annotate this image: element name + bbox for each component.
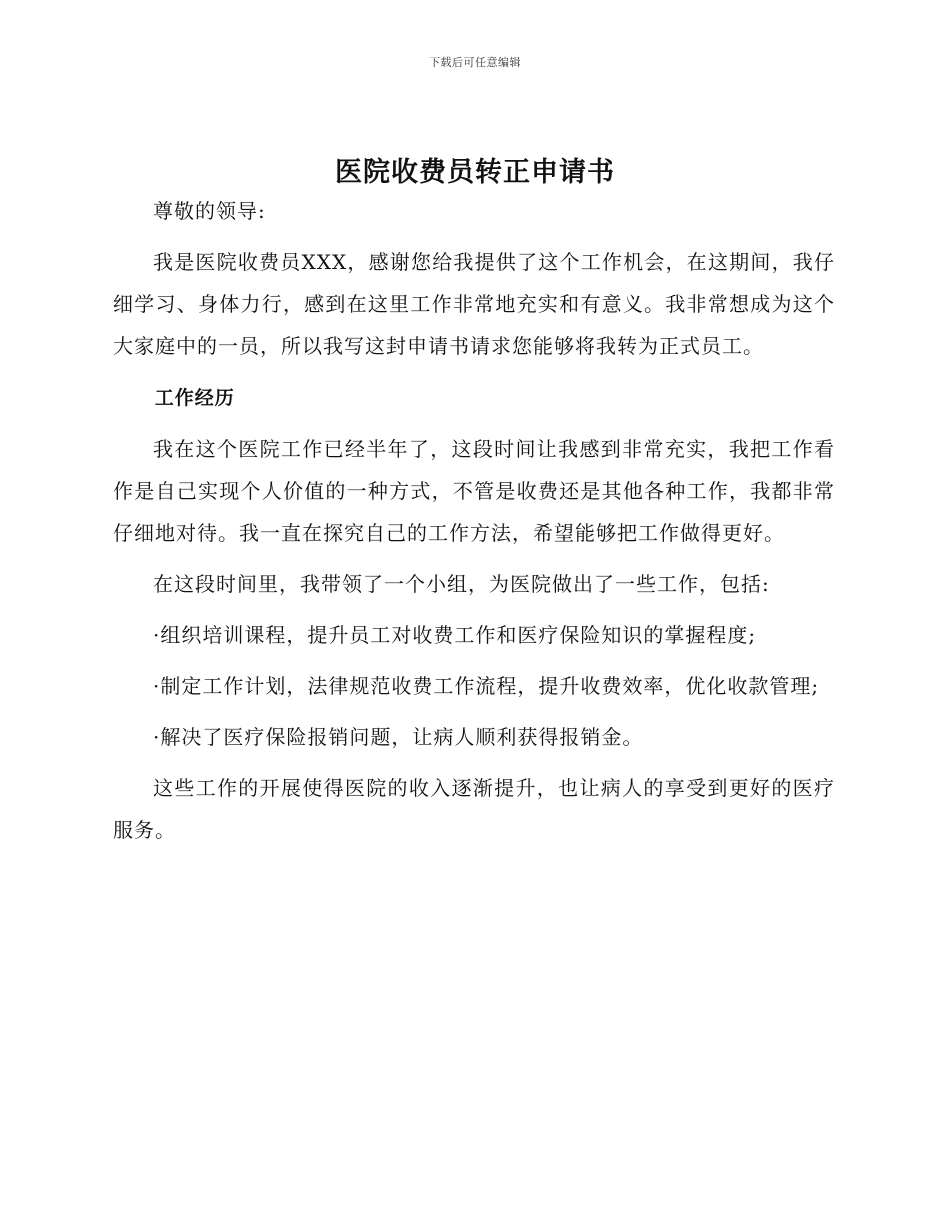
bullet-item-work-plan: ·制定工作计划，法律规范收费工作流程，提升收费效率，优化收款管理; — [153, 674, 820, 698]
bullet-item-insurance: ·解决了医疗保险报销问题，让病人顺利获得报销金。 — [153, 725, 644, 749]
result-paragraph: 这些工作的开展使得医院的收入逐渐提升，也让病人的享受到更好的医疗服务。 — [113, 776, 835, 842]
document-title: 医院收费员转正申请书 — [335, 157, 615, 188]
section-heading-work-experience: 工作经历 — [154, 387, 235, 409]
intro-paragraph: 我是医院收费员XXX，感谢您给我提供了这个工作机会，在这期间，我仔细学习、身体力行，感到在这里工作非常地充实和有意义。我非常想成为这个大家庭中的一员，所以我写这封申请书请求您能够将我转为正式员工。 — [113, 250, 835, 358]
experience-paragraph: 我在这个医院工作已经半年了，这段时间让我感到非常充实，我把工作看作是自己实现个人价值的一种方式，不管是收费还是其他各种工作，我都非常仔细地对待。我一直在探究自己的工作方法，希望能够把工作做得更好。 — [113, 437, 835, 545]
header-note: 下载后可任意编辑 — [429, 56, 521, 69]
salutation: 尊敬的领导: — [153, 199, 266, 223]
team-paragraph: 在这段时间里，我带领了一个小组，为医院做出了一些工作，包括: — [153, 572, 770, 596]
document-body — [113, 190, 835, 851]
bullet-item-training: ·组织培训课程，提升员工对收费工作和医疗保险知识的掌握程度; — [153, 623, 757, 647]
